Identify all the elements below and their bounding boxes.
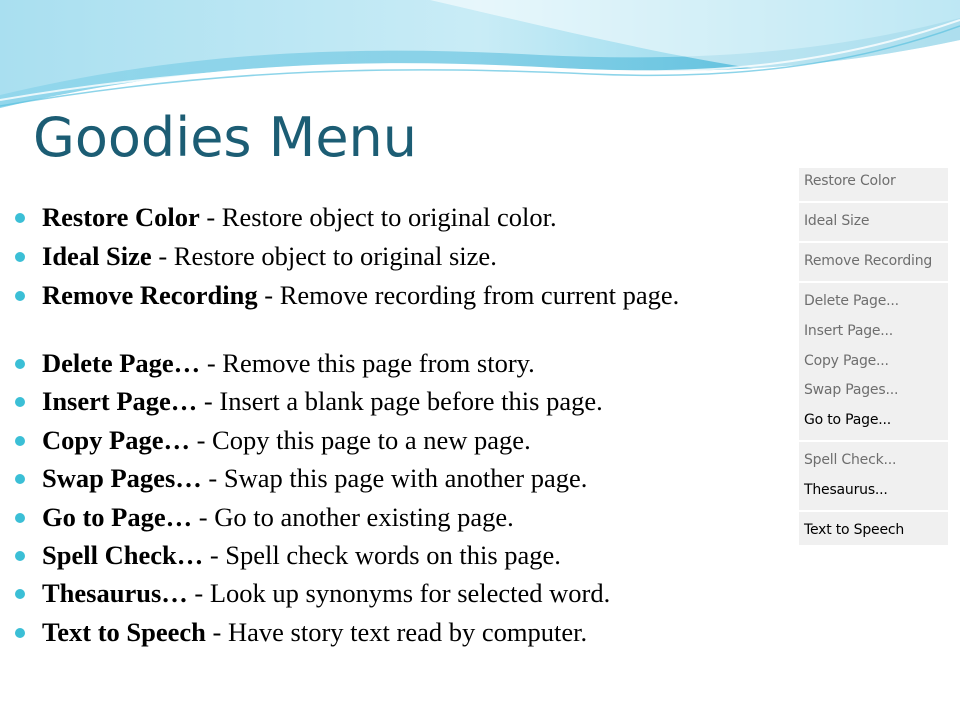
- bullet-item: [42, 203, 802, 232]
- bullet-term: Ideal Size: [42, 241, 152, 271]
- bullet-description: - Have story text read by computer.: [205, 617, 588, 647]
- bullet-term: Swap Pages…: [42, 463, 202, 493]
- menu-item-ideal-size[interactable]: Ideal Size: [804, 213, 870, 229]
- bullet-item: [42, 541, 802, 570]
- bullet-term: Remove Recording: [42, 280, 258, 310]
- bullet-term: Delete Page…: [42, 348, 201, 378]
- bullet-term: Text to Speech: [42, 617, 206, 647]
- bullet-dot-icon: [15, 436, 25, 446]
- bullet-term: Restore Color: [42, 202, 200, 232]
- bullet-description: - Insert a blank page before this page.: [197, 386, 603, 416]
- bullet-dot-icon: [15, 628, 25, 638]
- bullet-description: - Look up synonyms for selected word.: [187, 578, 611, 608]
- bullet-term: Spell Check…: [42, 540, 204, 570]
- menu-separator: [799, 440, 948, 442]
- goodies-menu-screenshot: [799, 168, 948, 545]
- menu-item-thesaurus[interactable]: Thesaurus...: [804, 482, 888, 498]
- bullet-dot-icon: [15, 252, 25, 262]
- menu-separator: [799, 510, 948, 512]
- bullet-term: Copy Page…: [42, 425, 190, 455]
- bullet-term: Thesaurus…: [42, 578, 188, 608]
- bullet-description: - Copy this page to a new page.: [189, 425, 531, 455]
- menu-item-spell-check[interactable]: Spell Check...: [804, 452, 897, 468]
- menu-item-swap-pages[interactable]: Swap Pages...: [804, 382, 899, 398]
- menu-item-text-to-speech[interactable]: Text to Speech: [804, 522, 905, 538]
- bullet-description: - Swap this page with another page.: [201, 463, 588, 493]
- bullet-dot-icon: [15, 589, 25, 599]
- bullet-item: [42, 426, 802, 455]
- menu-item-go-to-page[interactable]: Go to Page...: [804, 412, 892, 428]
- bullet-item: [42, 387, 802, 416]
- bullet-item: [42, 464, 802, 493]
- bullet-item: [42, 242, 802, 271]
- bullet-term: Go to Page…: [42, 502, 193, 532]
- bullet-dot-icon: [15, 359, 25, 369]
- bullet-dot-icon: [15, 397, 25, 407]
- bullet-description: - Remove this page from story.: [200, 348, 535, 378]
- bullet-item: [42, 349, 802, 378]
- menu-separator: [799, 201, 948, 203]
- menu-item-remove-recording[interactable]: Remove Recording: [804, 253, 933, 269]
- bullet-dot-icon: [15, 474, 25, 484]
- bullet-dot-icon: [15, 213, 25, 223]
- bullet-description: - Go to another existing page.: [192, 502, 514, 532]
- bullet-dot-icon: [15, 513, 25, 523]
- menu-separator: [799, 281, 948, 283]
- bullet-term: Insert Page…: [42, 386, 198, 416]
- bullet-item: [42, 618, 802, 647]
- bullet-item: [42, 579, 802, 608]
- menu-item-delete-page[interactable]: Delete Page...: [804, 293, 899, 309]
- bullet-description: - Remove recording from current page.: [257, 280, 680, 310]
- bullet-description: - Restore object to original size.: [151, 241, 497, 271]
- menu-item-insert-page[interactable]: Insert Page...: [804, 323, 894, 339]
- bullet-description: - Spell check words on this page.: [203, 540, 561, 570]
- bullet-dot-icon: [15, 291, 25, 301]
- menu-item-copy-page[interactable]: Copy Page...: [804, 353, 889, 369]
- slide-title: Goodies Menu: [33, 106, 417, 169]
- bullet-description: - Restore object to original color.: [199, 202, 557, 232]
- menu-separator: [799, 241, 948, 243]
- bullet-item: [42, 281, 802, 310]
- menu-item-restore-color[interactable]: Restore Color: [804, 173, 896, 189]
- bullet-dot-icon: [15, 551, 25, 561]
- bullet-item: [42, 503, 802, 532]
